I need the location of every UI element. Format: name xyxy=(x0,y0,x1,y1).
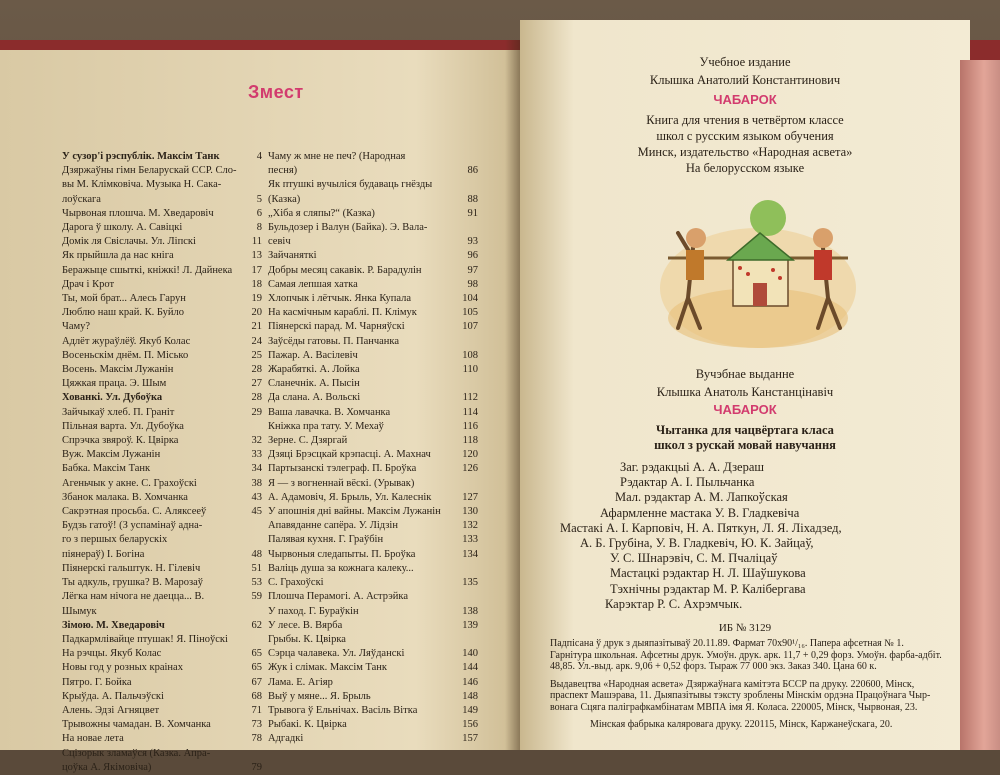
contents-entry xyxy=(268,221,478,235)
contents-entry-page: 135 xyxy=(462,577,478,589)
contents-entry-page: 8 xyxy=(256,222,262,234)
contents-entry xyxy=(268,377,478,391)
contents-entry-title: Ты, мой брат... Алесь Гарун xyxy=(62,293,186,305)
contents-column-2 xyxy=(268,150,478,747)
contents-entry-page: 13 xyxy=(251,250,262,262)
contents-entry-title: Пажар. А. Васілевіч xyxy=(268,349,358,361)
contents-entry-page: 59 xyxy=(251,591,262,603)
contents-entry-title: Зімою. М. Хведаровіч xyxy=(62,619,165,631)
by-edition-label: Вучэбнае выданне xyxy=(695,367,795,381)
contents-entry xyxy=(62,661,262,675)
contents-entry-title: На рэчцы. Якуб Колас xyxy=(62,648,162,660)
contents-entry-title: У апошнія дні вайны. Максім Лужанін xyxy=(268,506,441,518)
contents-entry xyxy=(62,278,262,292)
contents-entry xyxy=(62,349,262,363)
contents-entry-page: 68 xyxy=(251,690,262,702)
contents-entry-page: 51 xyxy=(251,562,262,574)
contents-entry xyxy=(268,718,478,732)
contents-entry-page: 53 xyxy=(251,577,262,589)
by-subtitle-line: школ з рускай мовай навучання xyxy=(654,438,836,452)
contents-entry-title: Будзь гатоў! (З успамінаў адна- xyxy=(62,520,203,532)
back-cover-edge xyxy=(960,60,1000,750)
credit-line: Мал. рэдактар А. М. Лапкоўская xyxy=(615,490,788,505)
contents-entry-title: Восеньскім днём. П. Місько xyxy=(62,349,189,361)
contents-entry-title: Хованкі. Ул. Дубоўка xyxy=(62,392,163,404)
contents-entry-page: 71 xyxy=(251,704,262,716)
contents-entry xyxy=(268,207,478,221)
contents-entry-title: Чырвоная плошча. М. Хведаровіч xyxy=(62,207,214,219)
contents-entry-page: 4 xyxy=(256,151,262,162)
contents-entry-title: Добры месяц сакавік. Р. Барадулін xyxy=(268,264,422,276)
contents-entry-page: 65 xyxy=(251,662,262,674)
contents-entry xyxy=(268,335,478,349)
contents-entry-title: Адлёт жураўлёў. Якуб Колас xyxy=(62,335,191,347)
contents-entry xyxy=(62,477,262,491)
contents-entry xyxy=(62,434,262,448)
contents-entry xyxy=(62,391,262,405)
contents-entry-title: На новае лета xyxy=(62,733,124,745)
contents-entry xyxy=(62,590,262,618)
contents-entry-title: Новы год у розных краінах xyxy=(62,662,183,674)
contents-entry xyxy=(268,732,478,746)
contents-entry-title: Трывога ў Ельнічах. Васіль Вітка xyxy=(268,704,418,716)
contents-entry-page: 91 xyxy=(467,207,478,219)
contents-entry xyxy=(268,562,478,576)
right-page xyxy=(520,20,970,750)
contents-entry xyxy=(268,178,478,192)
contents-entry xyxy=(268,619,478,633)
contents-entry xyxy=(62,207,262,221)
contents-entry-title: Жарабяткі. А. Лойка xyxy=(268,364,360,376)
contents-entry-page: 148 xyxy=(462,690,478,702)
contents-entry xyxy=(268,249,478,263)
contents-entry-title: Домік ля Свіслачы. Ул. Ліпскі xyxy=(62,236,196,248)
contents-entry-page: 133 xyxy=(462,534,478,546)
contents-entry xyxy=(62,562,262,576)
contents-entry xyxy=(62,747,262,761)
imprint-line: Выдавецтва «Народная асвета» Дзяржаўнага камітэта БССР па друку. 220600, Мінск, xyxy=(550,678,915,690)
contents-entry-title: Кніжка пра тату. У. Мехаў xyxy=(268,420,384,432)
contents-entry-page: 127 xyxy=(462,491,478,503)
contents-entry-title: Збанок малака. В. Хомчанка xyxy=(62,491,188,503)
contents-entry-page: 48 xyxy=(251,548,262,560)
contents-entry xyxy=(62,178,262,192)
contents-entry-title: (Казка) xyxy=(268,193,301,205)
cover-illustration xyxy=(658,188,858,358)
contents-entry-title: Сакрэтная просьба. С. Аляксееў xyxy=(62,506,207,518)
contents-entry-page: 18 xyxy=(251,278,262,290)
contents-entry-title: Восень. Максім Лужанін xyxy=(62,364,174,376)
contents-entry-page: 126 xyxy=(462,463,478,475)
contents-entry xyxy=(268,320,478,334)
contents-entry-title: лоўскага xyxy=(62,193,101,205)
contents-entry xyxy=(268,306,478,320)
contents-entry-title: Выў у мяне... Я. Брыль xyxy=(268,690,371,702)
contents-entry-page: 140 xyxy=(462,648,478,660)
contents-entry xyxy=(268,150,478,164)
contents-entry-title: Пятро. Г. Бойка xyxy=(62,676,132,688)
contents-entry-page: 112 xyxy=(462,392,478,404)
contents-entry-title: Агеньчык у акне. С. Грахоўскі xyxy=(62,477,197,489)
contents-entry-title: Ты адкуль, грушка? В. Марозаў xyxy=(62,577,204,589)
contents-entry xyxy=(62,576,262,590)
contents-entry xyxy=(268,661,478,675)
contents-entry xyxy=(268,491,478,505)
contents-entry-page: 19 xyxy=(251,293,262,305)
credit-line: Карэктар Р. С. Ахрэмчык. xyxy=(605,596,743,611)
contents-entry xyxy=(62,150,262,164)
contents-entry xyxy=(268,406,478,420)
contents-entry-title: Вуж. Максім Лужанін xyxy=(62,449,161,461)
contents-entry-title: Дзяці Брэсцкай крэпасці. А. Махнач xyxy=(268,449,431,461)
contents-entry xyxy=(62,690,262,704)
contents-entry-page: 98 xyxy=(467,278,478,290)
contents-entry xyxy=(268,647,478,661)
contents-entry-page: 79 xyxy=(251,761,262,773)
credit-line: Мастацкі рэдактар Н. Л. Шаўшукова xyxy=(610,566,806,581)
contents-entry xyxy=(62,519,262,533)
contents-entry-title: „Хіба я сляпы?“ (Казка) xyxy=(268,207,375,219)
contents-entry-title: Як птушкі вучыліся будаваць гнёзды xyxy=(268,179,433,191)
contents-entry-title: севіч xyxy=(268,236,291,248)
contents-column-1 xyxy=(62,150,262,775)
contents-entry xyxy=(62,221,262,235)
contents-entry-title: Зайчаняткі xyxy=(268,250,317,262)
contents-entry-page: 73 xyxy=(251,719,262,731)
contents-entry-page: 29 xyxy=(251,406,262,418)
credit-line: Заг. рэдакцыі А. А. Дзераш xyxy=(620,460,765,474)
contents-entry-title: Сланечнік. А. Пысін xyxy=(268,378,360,390)
contents-entry-title: Драч і Крот xyxy=(62,278,115,290)
contents-entry xyxy=(62,193,262,207)
contents-entry-title: Партызанскі тэлеграф. П. Броўка xyxy=(268,463,417,475)
contents-entry-page: 25 xyxy=(251,349,262,361)
contents-entry xyxy=(62,676,262,690)
contents-entry-title: С. Грахоўскі xyxy=(268,577,324,589)
ru-publisher: Минск, издательство «Народная асвета» xyxy=(637,145,853,159)
contents-entry-page: 120 xyxy=(462,449,478,461)
credit-line: Мастакі А. І. Карповіч, Н. А. Пяткун, Л. Я. Ліхадзед, xyxy=(560,520,842,535)
contents-entry-title: Ваша лавачка. В. Хомчанка xyxy=(268,406,391,418)
contents-entry-page: 97 xyxy=(467,264,478,276)
contents-entry-title: Рыбакі. К. Цвірка xyxy=(268,719,347,731)
contents-entry-page: 27 xyxy=(251,378,262,390)
contents-entry xyxy=(268,633,478,647)
contents-entry-page: 5 xyxy=(256,193,262,205)
contents-entry-page: 105 xyxy=(462,307,478,319)
contents-entry-title: Чаму ж мне не печ? (Народная xyxy=(268,151,406,162)
contents-entry-page: 108 xyxy=(462,349,478,361)
contents-entry-page: 118 xyxy=(462,435,478,447)
contents-entry-page: 28 xyxy=(251,364,262,376)
contents-entry xyxy=(62,235,262,249)
contents-entry xyxy=(62,533,262,547)
contents-entry-title: вы М. Клімковіча. Музыка Н. Сака- xyxy=(62,179,222,191)
contents-entry-page: 93 xyxy=(467,236,478,248)
contents-entry-page: 104 xyxy=(462,293,478,305)
contents-entry xyxy=(268,576,478,590)
contents-entry-title: Пільная варта. Ул. Дубоўка xyxy=(62,420,184,432)
contents-entry-page: 157 xyxy=(462,733,478,745)
contents-entry xyxy=(268,434,478,448)
contents-entry-page: 110 xyxy=(462,364,478,376)
contents-entry-title: Бабка. Максім Танк xyxy=(62,463,151,475)
contents-entry xyxy=(268,590,478,604)
contents-entry-page: 6 xyxy=(256,207,262,219)
imprint-line: праспект Машэрава, 11. Дыяпазітывы тэксту зроблены Мінскім ордэна Працоўнага Чыр- xyxy=(550,690,931,701)
contents-entry-title: На касмічным караблі. П. Клімук xyxy=(268,307,417,319)
contents-entry-title: Зерне. С. Дзяргай xyxy=(268,435,348,447)
contents-entry xyxy=(268,349,478,363)
credit-line: Рэдактар А. І. Пыльчанка xyxy=(620,475,755,490)
contents-entry xyxy=(62,164,262,178)
contents-entry-title: У лесе. В. Вярба xyxy=(268,619,343,631)
contents-entry xyxy=(268,448,478,462)
contents-entry-page: 134 xyxy=(462,548,478,560)
contents-entry xyxy=(62,448,262,462)
contents-entry-title: Апавяданне сапёра. У. Лідзін xyxy=(268,520,398,532)
contents-entry xyxy=(268,690,478,704)
contents-entry-title: У сузор'і рэспублік. Максім Танк xyxy=(62,151,220,162)
contents-entry xyxy=(62,732,262,746)
contents-entry-title: У паход. Г. Бураўкін xyxy=(268,605,359,617)
contents-entry xyxy=(62,462,262,476)
contents-entry xyxy=(62,406,262,420)
contents-entry-title: Лёгка нам нічога не даецца... В. Шымук xyxy=(62,591,205,617)
contents-entry-title: Алень. Эдзі Агняцвет xyxy=(62,704,160,716)
contents-entry xyxy=(62,320,262,334)
ru-author: Клышка Анатолий Константинович xyxy=(649,73,841,87)
contents-entry-title: Як прыйшла да нас кніга xyxy=(62,250,174,262)
contents-entry-page: 21 xyxy=(251,321,262,333)
credits-block xyxy=(560,460,960,612)
contents-entry-title: Цяжкая праца. Э. Шым xyxy=(62,378,167,390)
contents-entry-page: 156 xyxy=(462,719,478,731)
contents-entry xyxy=(62,377,262,391)
contents-entry-title: Валіць душа за кожнага калеку... xyxy=(268,562,414,574)
contents-entry-page: 62 xyxy=(251,619,262,631)
contents-entry-title: Сцізорык зламаўся (Казка. Апра- xyxy=(62,747,211,759)
left-page xyxy=(0,50,520,773)
contents-entry-page: 138 xyxy=(462,605,478,617)
contents-entry xyxy=(268,477,478,491)
contents-entry-title: Піянерскі гальштук. Н. Гілевіч xyxy=(62,562,201,574)
contents-entry-page: 28 xyxy=(251,392,262,404)
contents-entry-title: Заўсёды гатовы. П. Панчанка xyxy=(268,335,400,347)
contents-entry-title: Жук і слімак. Максім Танк xyxy=(268,662,388,674)
contents-entry-title: Трывожны чамадан. В. Хомчанка xyxy=(62,719,211,731)
credit-line: А. Б. Грубіна, У. В. Гладкевіч, Ю. К. Зайцаў, xyxy=(580,536,814,551)
contents-entry-page: 45 xyxy=(251,506,262,518)
contents-entry xyxy=(268,278,478,292)
contents-entry-page: 38 xyxy=(251,477,262,489)
by-subtitle-line: Чытанка для чацвёртага класа xyxy=(656,423,834,437)
contents-entry-title: Сэрца чалавека. Ул. Ляўданскі xyxy=(268,648,405,660)
contents-entry-title: Чаму? xyxy=(62,321,91,333)
contents-entry-page: 33 xyxy=(251,449,262,461)
contents-entry xyxy=(62,335,262,349)
contents-entry xyxy=(62,761,262,775)
contents-entry-title: Люблю наш край. К. Буйло xyxy=(62,307,185,319)
contents-entry-title: Піянерскі парад. М. Чарняўскі xyxy=(268,321,405,333)
ru-subtitle-line: Книга для чтения в четвёртом классе xyxy=(646,113,844,127)
contents-entry-title: піянераў) І. Богіна xyxy=(62,548,145,560)
imprint-line: Падпісана ў друк з дыяпазітываў 20.11.89. Фармат 70х90¹/₁₆. Папера афсетная № 1. xyxy=(550,638,904,649)
contents-entry xyxy=(268,548,478,562)
contents-entry xyxy=(62,718,262,732)
contents-entry-page: 149 xyxy=(462,704,478,716)
contents-entry xyxy=(268,519,478,533)
contents-entry-page: 146 xyxy=(462,676,478,688)
contents-entry-title: Самая лепшая хатка xyxy=(268,278,358,290)
contents-entry xyxy=(268,505,478,519)
contents-entry xyxy=(268,462,478,476)
ib-number: ИБ № 3129 xyxy=(718,622,772,634)
contents-entry-page: 139 xyxy=(462,619,478,631)
contents-entry xyxy=(268,391,478,405)
contents-entry-title: песня) xyxy=(268,165,298,177)
contents-entry xyxy=(62,491,262,505)
contents-entry-page: 116 xyxy=(462,420,478,432)
contents-entry-page: 114 xyxy=(462,406,478,418)
contents-entry-page: 24 xyxy=(251,335,262,347)
ru-title: ЧАБАРОК xyxy=(713,92,777,107)
contents-entry-title: Беражыце сшыткі, кніжкі! Л. Дайнека xyxy=(62,264,233,276)
contents-entry-title: А. Адамовіч, Я. Брыль, Ул. Калеснік xyxy=(268,491,432,503)
contents-entry xyxy=(62,264,262,278)
credit-line: Тэхнічны рэдактар М. Р. Калібергава xyxy=(610,581,806,596)
by-author: Клышка Анатоль Канстанцінавіч xyxy=(656,385,834,399)
contents-entry xyxy=(268,676,478,690)
contents-entry xyxy=(268,292,478,306)
contents-entry-page: 32 xyxy=(251,435,262,447)
contents-entry-title: Палявая кухня. Г. Граўбін xyxy=(268,534,384,546)
contents-entry xyxy=(62,363,262,377)
ru-edition-label: Учебное издание xyxy=(699,55,791,69)
contents-entry xyxy=(62,704,262,718)
contents-entry xyxy=(62,292,262,306)
contents-entry xyxy=(268,605,478,619)
contents-entry xyxy=(268,420,478,434)
contents-entry-title: Я — з вогненнай вёскі. (Урывак) xyxy=(268,477,415,489)
contents-entry-title: Спрэчка звяроў. К. Цвірка xyxy=(62,435,179,447)
contents-entry-title: Бульдозер і Валун (Байка). Э. Вала- xyxy=(268,222,428,234)
contents-entry-title: Да слана. А. Вольскі xyxy=(268,392,361,404)
contents-entry-title: Зайчыкаў хлеб. П. Граніт xyxy=(62,406,175,418)
contents-entry-title: цоўка А. Якімовіча) xyxy=(62,761,152,773)
contents-entry-title: Падкармлівайце птушак! Я. Піноўскі xyxy=(62,633,228,645)
imprint-block xyxy=(550,638,970,731)
contents-entry-page: 34 xyxy=(251,463,262,475)
contents-entry-page: 144 xyxy=(462,662,478,674)
contents-entry-page: 20 xyxy=(251,307,262,319)
contents-entry xyxy=(62,548,262,562)
imprint-line: Гарнітура школьная. Афсетны друк. Умоўн. друк. арк. 11,7 + 0,29 форз. Умоўн. фарба-адбіт. xyxy=(550,649,942,661)
contents-entry-title: го з першых беларускіх xyxy=(62,534,168,546)
contents-entry xyxy=(62,505,262,519)
contents-entry xyxy=(268,704,478,718)
contents-entry-title: Крыўда. А. Пальчэўскі xyxy=(62,690,164,702)
contents-entry-page: 130 xyxy=(462,506,478,518)
contents-entry-title: Чырвоныя следапыты. П. Броўка xyxy=(268,548,416,560)
contents-entry-page: 65 xyxy=(251,648,262,660)
contents-entry xyxy=(268,193,478,207)
contents-entry xyxy=(62,249,262,263)
contents-title: Змест xyxy=(248,82,304,102)
contents-entry xyxy=(268,363,478,377)
contents-entry-title: Хлопчык і лётчык. Янка Купала xyxy=(268,293,412,305)
contents-entry-page: 78 xyxy=(251,733,262,745)
imprint-line: вонага Сцяга паліграфкамбінатам МВПА імя Я. Коласа. 220005, Мінск, Чырвоная, 23. xyxy=(550,701,918,713)
contents-entry-page: 96 xyxy=(467,250,478,262)
imprint-line: 48,85. Ул.-выд. арк. 9,06 + 0,52 форз. Тыраж 77 000 экз. Заказ 340. Цана 60 к. xyxy=(550,661,877,672)
contents-entry xyxy=(62,420,262,434)
credit-line: Афармленне мастака У. В. Гладкевіча xyxy=(600,505,800,520)
ru-language-note: На белорусском языке xyxy=(685,161,805,175)
contents-entry-page: 17 xyxy=(251,264,262,276)
contents-entry xyxy=(62,619,262,633)
by-title: ЧАБАРОК xyxy=(713,402,777,417)
contents-entry xyxy=(268,235,478,249)
contents-entry-page: 43 xyxy=(251,491,262,503)
contents-entry-page: 86 xyxy=(467,165,478,177)
contents-entry xyxy=(62,633,262,647)
contents-entry-page: 67 xyxy=(251,676,262,688)
contents-entry-page: 88 xyxy=(467,193,478,205)
contents-entry-title: Лама. Е. Агіяр xyxy=(268,676,333,688)
ru-subtitle-line: школ с русским языком обучения xyxy=(656,129,834,143)
contents-entry xyxy=(268,164,478,178)
contents-entry-title: Плошча Перамогі. А. Астрэйка xyxy=(268,591,409,603)
contents-entry xyxy=(62,306,262,320)
contents-entry-page: 132 xyxy=(462,520,478,532)
contents-entry-title: Дзяржаўны гімн Беларускай ССР. Сло- xyxy=(62,165,237,177)
imprint-line: Мінская фабрыка каляровага друку. 220115, Мінск, Каржанеўскага, 20. xyxy=(590,719,893,730)
contents-entry xyxy=(62,647,262,661)
contents-entry-title: Дарога ў школу. А. Савіцкі xyxy=(62,222,183,234)
contents-entry xyxy=(268,533,478,547)
contents-entry-title: Грыбы. К. Цвірка xyxy=(268,633,346,645)
contents-entry-page: 107 xyxy=(462,321,478,333)
contents-entry xyxy=(268,264,478,278)
credit-line: У. С. Шнарэвіч, С. М. Пчаліцаў xyxy=(610,551,778,566)
contents-entry-page: 11 xyxy=(251,236,262,248)
contents-entry-title: Адгадкі xyxy=(268,733,304,745)
